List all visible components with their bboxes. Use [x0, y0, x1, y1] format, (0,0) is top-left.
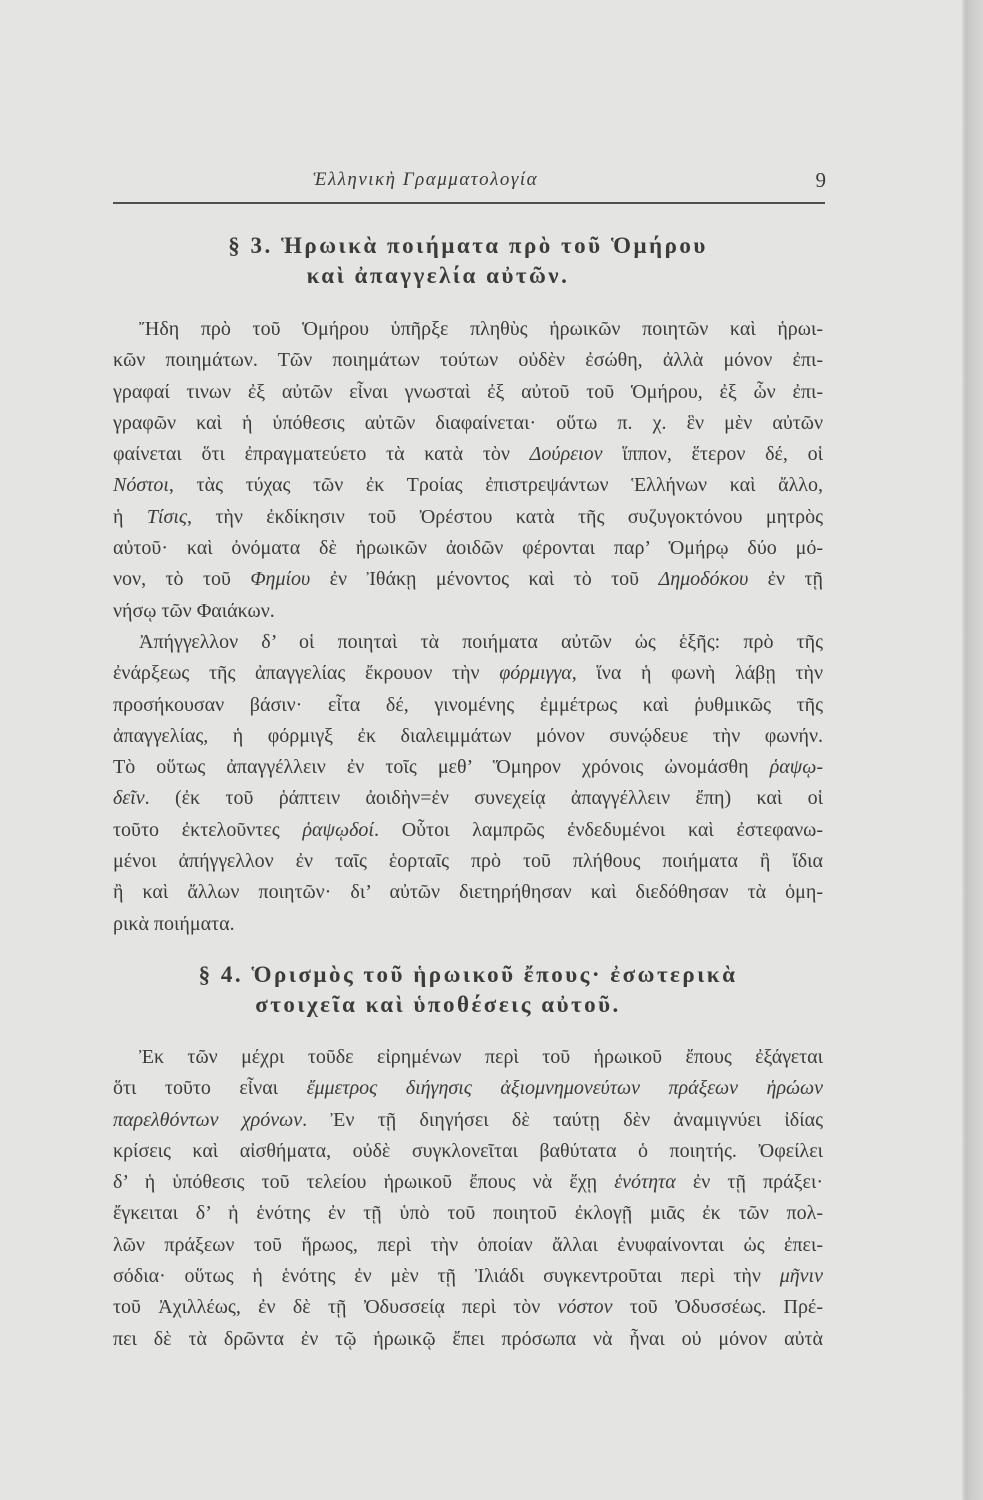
emphasized-text: ῥαψῳ- — [769, 756, 823, 779]
emphasized-text: μῆνιν — [779, 1265, 823, 1288]
text-column — [113, 231, 823, 1355]
text-run: τοῦ Ἀχιλλέως, ἐν δὲ τῇ Ὀδυσσείᾳ περὶ τὸν — [113, 1296, 558, 1319]
text-line — [113, 721, 823, 752]
text-run: ρικὰ ποιήματα. — [113, 912, 235, 935]
text-run: , τὰς τύχας τῶν ἐκ Τροίας ἐπιστρεψάντων Ἑλλήνων καὶ ἄλλο, — [168, 474, 823, 497]
text-line — [113, 1042, 823, 1073]
text-run: σόδια· οὕτως ἡ ἑνότης ἐν μὲν τῇ Ἰλιάδι συγκεντροῦται περὶ τὴν — [113, 1265, 780, 1288]
text-line — [113, 564, 823, 595]
text-run: ἔγκειται δ’ ἡ ἑνότης ἐν τῇ ὑπὸ τοῦ ποιητοῦ ἐκλογῇ μιᾶς ἐκ τῶν πολ- — [113, 1202, 823, 1225]
text-run: . Ἐν τῇ διηγήσει δὲ ταύτῃ δὲν ἀναμιγνύει ἰδίας — [302, 1108, 823, 1131]
page-edge — [962, 0, 983, 1500]
emphasized-text: νόστον — [557, 1296, 613, 1319]
text-run: . Οὗτοι λαμπρῶς ἐνδεδυμένοι καὶ ἐστεφανω- — [373, 818, 824, 841]
emphasized-text: ἔμμετρος διήγησις ἀξιομνημονεύτων πράξεων ἡρώων — [306, 1077, 824, 1100]
text-line — [113, 752, 823, 783]
emphasized-text: ῥαψῳδοί — [302, 818, 374, 841]
section-heading-line: καὶ ἀπαγγελία αὐτῶν. — [306, 263, 570, 288]
text-run: Τὸ οὕτως ἀπαγγέλλειν ἐν τοῖς μεθ’ Ὅμηρον χρόνοις ὠνομάσθη — [113, 756, 770, 779]
text-line — [113, 690, 823, 721]
text-run: ἀπαγγελίας, ἡ φόρμιγξ ἐκ διαλειμμάτων μόνον συνῴδευε τὴν φωνήν. — [113, 724, 823, 747]
emphasized-text: Φημίου — [250, 568, 311, 591]
text-run: , τὴν ἐκδίκησιν τοῦ Ὀρέστου κατὰ τῆς συζυγοκτόνου μητρὸς — [187, 505, 823, 528]
text-run: νον, τὸ τοῦ — [113, 568, 251, 591]
text-line — [113, 846, 823, 877]
text-run: κρίσεις καὶ αἰσθήματα, οὐδὲ συγκλονεῖται βαθύτατα ὁ ποιητής. Ὀφείλει — [113, 1139, 823, 1162]
text-run: ἵππον, ἕτερον δέ, οἱ — [602, 443, 823, 466]
text-run: ἐν Ἰθάκῃ μένοντος καὶ τὸ τοῦ — [310, 568, 659, 591]
text-line — [113, 909, 823, 940]
text-run: δ’ ἡ ὑπόθεσις τοῦ τελείου ἡρωικοῦ ἔπους νὰ ἔχῃ — [113, 1171, 615, 1194]
text-run: , ἵνα ἡ φωνὴ λάβῃ τὴν — [571, 662, 823, 685]
text-run: γραφαί τινων ἐξ αὐτῶν εἶναι γνωσταὶ ἐξ αὐτοῦ τοῦ Ὁμήρου, ἐξ ὧν ἐπι- — [113, 380, 823, 403]
text-line — [113, 596, 823, 627]
text-run: ἐν τῇ πράξει· — [675, 1171, 823, 1194]
text-line — [113, 1324, 823, 1355]
text-line — [113, 783, 823, 814]
text-run: τοῦτο ἐκτελοῦντες — [113, 818, 303, 841]
text-run: φαίνεται ὅτι ἐπραγματεύετο τὰ κατὰ τὸν — [113, 443, 530, 466]
section-heading — [113, 960, 823, 1020]
emphasized-text: Δούρειον — [529, 443, 603, 466]
page-number: 9 — [815, 168, 826, 192]
text-line — [113, 470, 823, 501]
running-header-title: Ἑλληνικὴ Γραμματολογία — [313, 169, 539, 190]
text-line — [113, 877, 823, 908]
text-line — [113, 408, 823, 439]
text-run: αὐτοῦ· καὶ ὀνόματα δὲ ἡρωικῶν ἀοιδῶν φέρονται παρ’ Ὁμήρῳ δύο μό- — [113, 537, 823, 560]
text-line — [113, 658, 823, 689]
emphasized-text: Τίσις — [146, 505, 188, 528]
text-line — [113, 1261, 823, 1292]
text-line — [113, 1230, 823, 1261]
text-line — [113, 627, 823, 658]
text-run: ἐνάρξεως τῆς ἀπαγγελίας ἔκρουον τὴν — [113, 662, 500, 685]
text-run: ὅτι τοῦτο εἶναι — [113, 1077, 307, 1100]
section-heading-line: § 3. Ἡρωικὰ ποιήματα πρὸ τοῦ Ὁμήρου — [228, 233, 708, 258]
section-heading-line: § 4. Ὁρισμὸς τοῦ ἡρωικοῦ ἔπους· ἐσωτερικὰ — [198, 961, 738, 987]
text-run: ἐν τῇ — [748, 568, 824, 591]
text-line — [113, 314, 823, 345]
emphasized-text: Δημοδόκου — [658, 568, 749, 591]
text-run: γραφῶν καὶ ἡ ὑπόθεσις αὐτῶν διαφαίνεται· οὕτω π. χ. ἓν μὲν αὐτῶν — [113, 411, 823, 434]
text-run: ἢ καὶ ἄλλων ποιητῶν· δι’ αὐτῶν διετηρήθησαν καὶ διεδόθησαν τὰ ὁμη- — [113, 881, 823, 904]
text-run: Ἤδη πρὸ τοῦ Ὁμήρου ὑπῆρξε πληθὺς ἡρωικῶν ποιητῶν καὶ ἡρωι- — [139, 318, 823, 340]
text-line — [113, 533, 823, 564]
text-line — [113, 1167, 823, 1198]
text-run: πει δὲ τὰ δρῶντα ἐν τῷ ἡρωικῷ ἔπει πρόσωπα νὰ ἦναι οὐ μόνον αὐτὰ — [113, 1327, 823, 1350]
text-run: λῶν πράξεων τοῦ ἥρωος, περὶ τὴν ὁποίαν ἄλλαι ἐνυφαίνονται ὡς ἐπει- — [113, 1233, 823, 1256]
text-run: κῶν ποιημάτων. Τῶν ποιημάτων τούτων οὐδὲν ἐσώθη, ἀλλὰ μόνον ἐπι- — [113, 349, 823, 372]
text-run: ἡ — [113, 505, 147, 528]
header-rule — [113, 202, 825, 204]
text-line — [113, 377, 823, 408]
text-line — [113, 815, 823, 846]
text-line — [113, 345, 823, 376]
text-line — [113, 502, 823, 533]
section-heading-line: στοιχεῖα καὶ ὑποθέσεις αὐτοῦ. — [255, 991, 621, 1017]
emphasized-text: φόρμιγγα — [499, 662, 572, 685]
text-run: . (ἐκ τοῦ ῥάπτειν ἀοιδὴν=ἐν συνεχείᾳ ἀπαγγέλλειν ἔπη) καὶ οἱ — [144, 787, 823, 810]
section-heading — [113, 231, 823, 291]
text-run: μένοι ἀπήγγελλον ἐν ταῖς ἑορταῖς πρὸ τοῦ πλήθους ποιήματα ἢ ἴδια — [113, 850, 823, 873]
emphasized-text: δεῖν — [113, 787, 145, 810]
paragraph — [113, 1042, 823, 1355]
text-line — [113, 1105, 823, 1136]
text-run: τοῦ Ὀδυσσέως. Πρέ- — [612, 1296, 823, 1319]
text-line — [113, 439, 823, 470]
text-run: προσήκουσαν βάσιν· εἶτα δέ, γινομένης ἐμμέτρως καὶ ῥυθμικῶς τῆς — [113, 693, 823, 716]
text-run: Ἐκ τῶν μέχρι τοῦδε εἰρημένων περὶ τοῦ ἡρωικοῦ ἔπους ἐξάγεται — [139, 1045, 823, 1068]
text-line — [113, 1292, 823, 1323]
text-run: Ἀπήγγελλον δ’ οἱ ποιηταὶ τὰ ποιήματα αὐτῶν ὡς ἑξῆς: πρὸ τῆς — [139, 630, 823, 653]
paragraph — [113, 314, 823, 627]
text-line — [113, 1198, 823, 1229]
emphasized-text: ἑνότητα — [614, 1171, 676, 1194]
text-line — [113, 1136, 823, 1167]
text-line — [113, 1073, 823, 1104]
paragraph — [113, 627, 823, 940]
text-run: νήσῳ τῶν Φαιάκων. — [113, 599, 275, 622]
emphasized-text: παρελθόντων χρόνων — [113, 1108, 303, 1131]
emphasized-text: Νόστοι — [113, 474, 169, 497]
